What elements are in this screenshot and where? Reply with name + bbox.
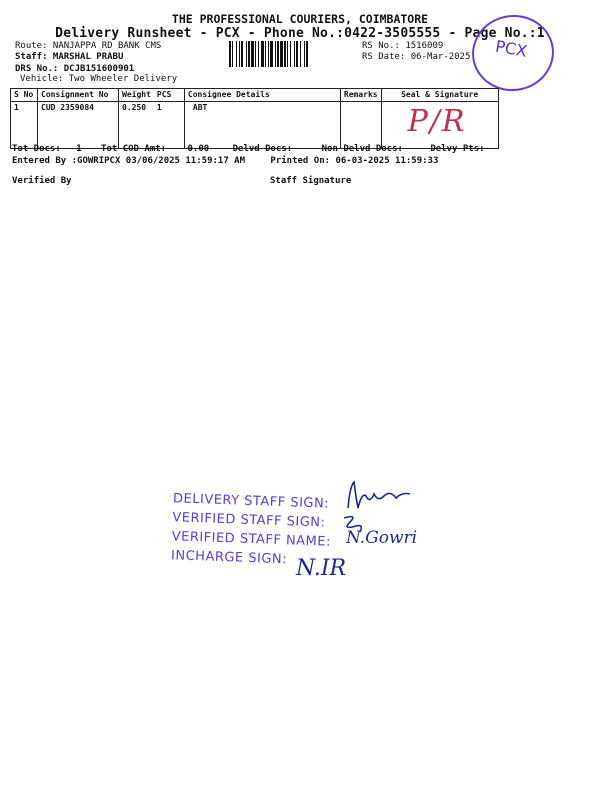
cell-remarks	[340, 102, 381, 149]
col-consignee: Consignee Details	[184, 89, 340, 102]
stamp-line-verified-name: VERIFIED STAFF NAME:	[171, 529, 332, 550]
staff-signature-label: Staff Signature	[270, 176, 352, 186]
col-weight: Weight	[119, 89, 154, 102]
route-label: Route: NANJAPPA RD BANK CMS	[15, 41, 162, 51]
handwritten-pr: P/R	[407, 104, 467, 139]
table-header-row	[11, 89, 499, 102]
stamp-line-delivery: DELIVERY STAFF SIGN:	[172, 491, 330, 512]
rs-number: RS No.: 1516009	[362, 41, 444, 51]
verified-staff-name-handwriting: N.Gowri	[346, 528, 418, 548]
drs-number: DRS No.: DCJB151600901	[15, 64, 135, 74]
rs-date: RS Date: 06-Mar-2025	[362, 52, 471, 62]
cell-sno: 1	[11, 102, 38, 149]
vehicle-label: Vehicle: Two Wheeler Delivery	[20, 74, 178, 84]
col-signature: Seal & Signature	[381, 89, 498, 102]
entered-line	[12, 156, 438, 166]
stamp-text: PCX	[493, 36, 529, 61]
consignment-table	[10, 88, 499, 149]
verified-by-label: Verified By	[12, 176, 72, 186]
col-remarks: Remarks	[340, 89, 381, 102]
totals-line	[12, 144, 485, 154]
stamp-line-verified-sign: VERIFIED STAFF SIGN:	[172, 510, 326, 531]
tot-docs-value: 1	[76, 144, 82, 154]
table-row	[11, 102, 499, 149]
runsheet-title: Delivery Runsheet - PCX - Phone No.:0422-3505555 - Page No.:1	[55, 26, 545, 41]
incharge-signature: N.IR	[296, 556, 347, 581]
company-title: THE PROFESSIONAL COURIERS, COIMBATORE	[171, 12, 429, 26]
col-sno: S No	[11, 89, 38, 102]
col-pcs: PCS	[154, 89, 185, 102]
cell-consignment: CUD 2359084	[38, 102, 119, 149]
printed-on: Printed On: 06-03-2025 11:59:33	[270, 156, 439, 166]
stamp-line-incharge: INCHARGE SIGN:	[170, 548, 288, 568]
cell-consignee: ABT	[184, 102, 340, 149]
tot-cod-value: 0.00	[187, 144, 210, 154]
col-consignment: Consignment No	[38, 89, 119, 102]
tot-cod-label: Tot COD Amt:	[101, 144, 167, 154]
barcode-image	[229, 41, 355, 67]
delvd-docs-label: Delvd Docs:	[232, 144, 293, 154]
tot-docs-label: Tot Docs:	[12, 144, 61, 154]
non-delvd-docs-label: Non Delvd Docs:	[321, 144, 403, 154]
cell-weight: 0.250	[119, 102, 154, 149]
cell-pcs: 1	[154, 102, 185, 149]
cell-signature	[381, 102, 498, 149]
entered-by: Entered By :GOWRIPCX 03/06/2025 11:59:17 AM	[12, 156, 245, 166]
staff-label: Staff: MARSHAL PRABU	[15, 52, 124, 62]
delvy-pts-label: Delvy Pts:	[430, 144, 485, 154]
